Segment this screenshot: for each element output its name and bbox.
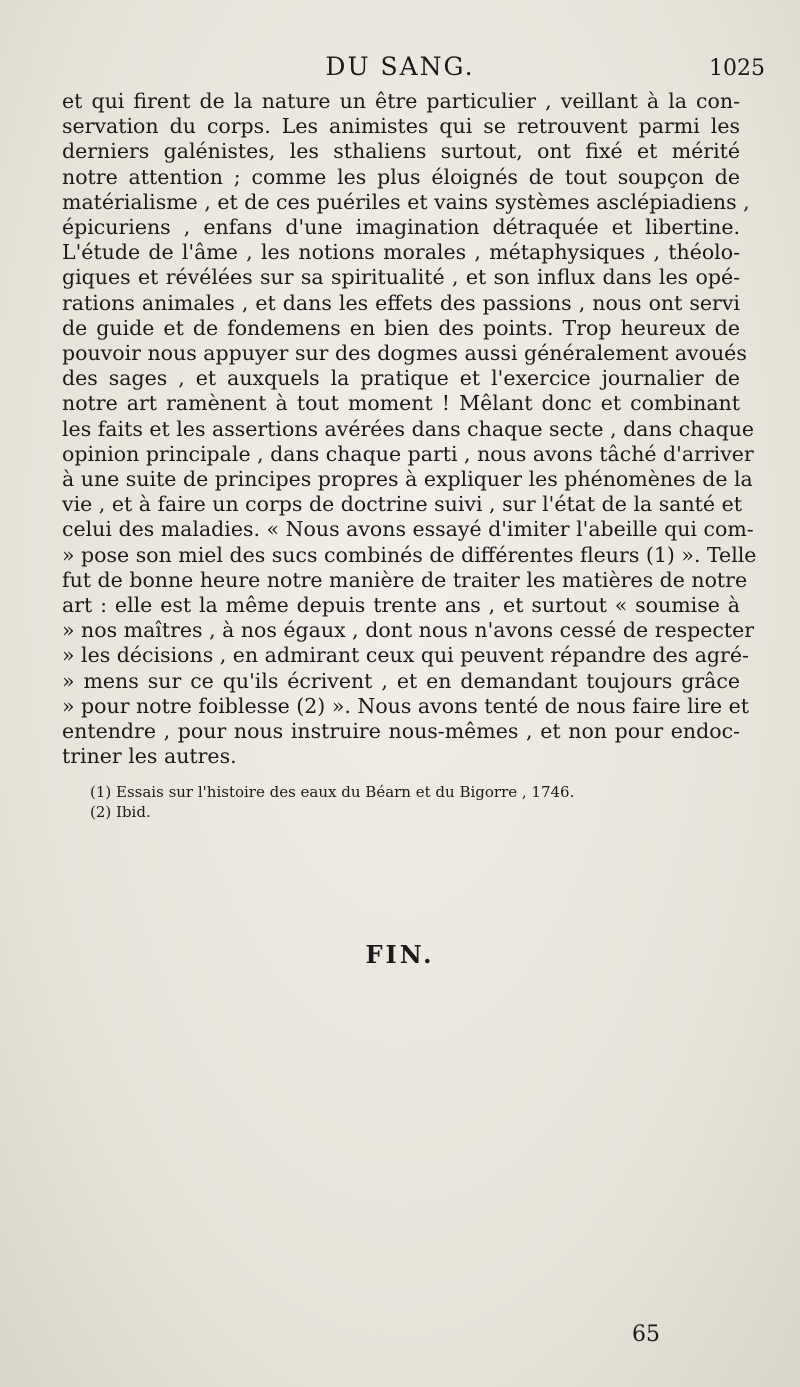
body-line: derniers galénistes, les sthaliens surtout, ont fixé et mérité <box>62 139 740 164</box>
footnote-2: (2) Ibid. <box>90 803 151 821</box>
body-line: et qui firent de la nature un être particulier , veillant à la con- <box>62 89 740 113</box>
body-line: » pour notre foiblesse (2) ». Nous avons tenté de nous faire lire et <box>62 693 750 718</box>
body-line: » pose son miel des sucs combinés de différentes fleurs (1) ». Telle <box>62 542 757 567</box>
body-line: épicuriens , enfans d'une imagination détraquée et libertine. <box>62 215 740 240</box>
body-line: vie , et à faire un corps de doctrine suivi , sur l'état de la santé et <box>62 492 742 517</box>
body-line: fut de bonne heure notre manière de traiter les matières de notre <box>62 567 748 592</box>
body-line: notre art ramènent à tout moment ! Mêlant donc et combinant <box>62 391 740 416</box>
body-line: » mens sur ce qu'ils écrivent , et en demandant toujours grâce <box>62 668 740 693</box>
body-line: pouvoir nous appuyer sur des dogmes aussi généralement avoués <box>62 341 747 366</box>
body-line: servation du corps. Les animistes qui se retrouvent parmi les <box>62 114 740 139</box>
body-line: matérialisme , et de ces puériles et vains systèmes asclépiadiens , <box>62 189 750 214</box>
body-line: celui des maladies. « Nous avons essayé d'imiter l'abeille qui com- <box>62 517 754 542</box>
body-line: entendre , pour nous instruire nous-mêmes , et non pour endoc- <box>62 719 740 744</box>
body-line: de guide et de fondemens en bien des points. Trop heureux de <box>62 315 740 340</box>
body-line: triner les autres. <box>62 744 237 769</box>
body-line: art : elle est la même depuis trente ans , et surtout « soumise à <box>62 593 740 618</box>
body-line: des sages , et auxquels la pratique et l'exercice journalier de <box>62 366 740 391</box>
footnote-1: (1) Essais sur l'histoire des eaux du Béarn et du Bigorre , 1746. <box>90 783 575 801</box>
body-paragraph <box>62 89 757 769</box>
body-line: giques et révélées sur sa spiritualité , et son influx dans les opé- <box>62 265 740 290</box>
page-header <box>0 52 800 86</box>
body-line: opinion principale , dans chaque parti , nous avons tâché d'arriver <box>62 441 754 466</box>
signature-mark: 65 <box>632 1322 660 1347</box>
running-title: DU SANG. <box>325 52 475 81</box>
page-number: 1025 <box>709 56 765 81</box>
body-line: les faits et les assertions avérées dans chaque secte , dans chaque <box>62 416 755 441</box>
body-line: » nos maîtres , à nos égaux , dont nous n'avons cessé de respecter <box>62 618 755 643</box>
body-line: à une suite de principes propres à expliquer les phénomènes de la <box>62 467 753 492</box>
body-line: rations animales , et dans les effets des passions , nous ont servi <box>62 290 740 315</box>
closing-fin: FIN. <box>365 940 435 969</box>
body-line: notre attention ; comme les plus éloignés de tout soupçon de <box>62 164 740 189</box>
body-line: L'étude de l'âme , les notions morales , métaphysiques , théolo- <box>62 240 740 265</box>
footnotes <box>90 782 710 822</box>
body-line: » les décisions , en admirant ceux qui peuvent répandre des agré- <box>62 643 749 668</box>
